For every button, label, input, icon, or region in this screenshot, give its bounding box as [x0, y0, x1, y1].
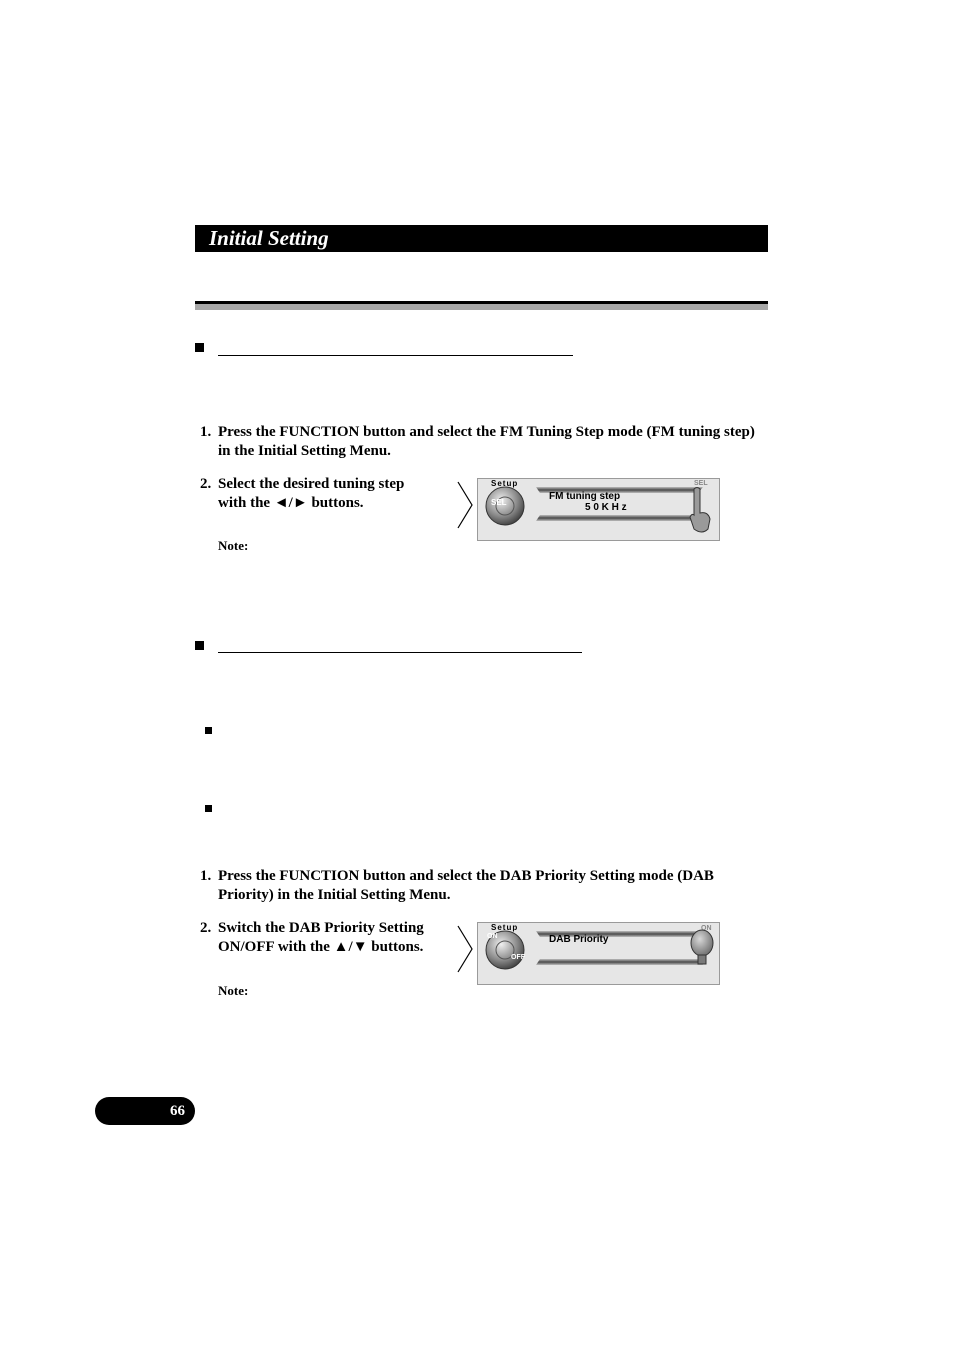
setup-label: Setup [491, 479, 519, 488]
pointer-arrow-icon [456, 480, 474, 530]
display-title: FM tuning step [549, 491, 621, 502]
fm-display-panel [477, 478, 720, 541]
step-number: 2. [200, 920, 212, 936]
heading-underline [218, 652, 582, 653]
bulb-label: ON [701, 925, 712, 932]
step-number: 1. [200, 424, 212, 440]
step-text: Press the FUNCTION button and select the FM Tuning Step mode (FM tuning step) in the Initial Setting Menu. [218, 424, 755, 459]
heading-underline [218, 355, 573, 356]
setup-label: Setup [491, 923, 519, 932]
page-number-badge [95, 1097, 195, 1125]
dab-display-panel [477, 922, 720, 985]
knob-label: SEL [491, 498, 507, 507]
step-number: 1. [200, 868, 212, 884]
page-number: 66 [170, 1103, 185, 1119]
step-text: Press the FUNCTION button and select the DAB Priority Setting mode (DAB Priority) in the Initial Setting Menu. [218, 868, 714, 903]
section-rule-grey [195, 304, 768, 310]
knob-on-label: ON [487, 933, 498, 940]
step-number: 2. [200, 476, 212, 492]
sel-label: SEL [694, 480, 708, 487]
sub-bullet-icon [205, 727, 212, 734]
display-value: 5 0 K H z [585, 502, 627, 513]
step-text: Select the desired tuning step with the ◄/► buttons. [218, 476, 405, 511]
sub-bullet-icon [205, 805, 212, 812]
page-title: Initial Setting [209, 226, 329, 250]
header-bar [195, 225, 768, 252]
heading-bullet-icon [195, 343, 204, 352]
pointer-arrow-icon [456, 924, 474, 974]
knob-off-label: OFF [511, 954, 525, 961]
note-label: Note: [218, 983, 249, 998]
step-text: Switch the DAB Priority Setting ON/OFF with the ▲/▼ buttons. [218, 920, 424, 955]
heading-bullet-icon [195, 641, 204, 650]
note-label: Note: [218, 538, 249, 553]
display-title: DAB Priority [549, 934, 609, 945]
